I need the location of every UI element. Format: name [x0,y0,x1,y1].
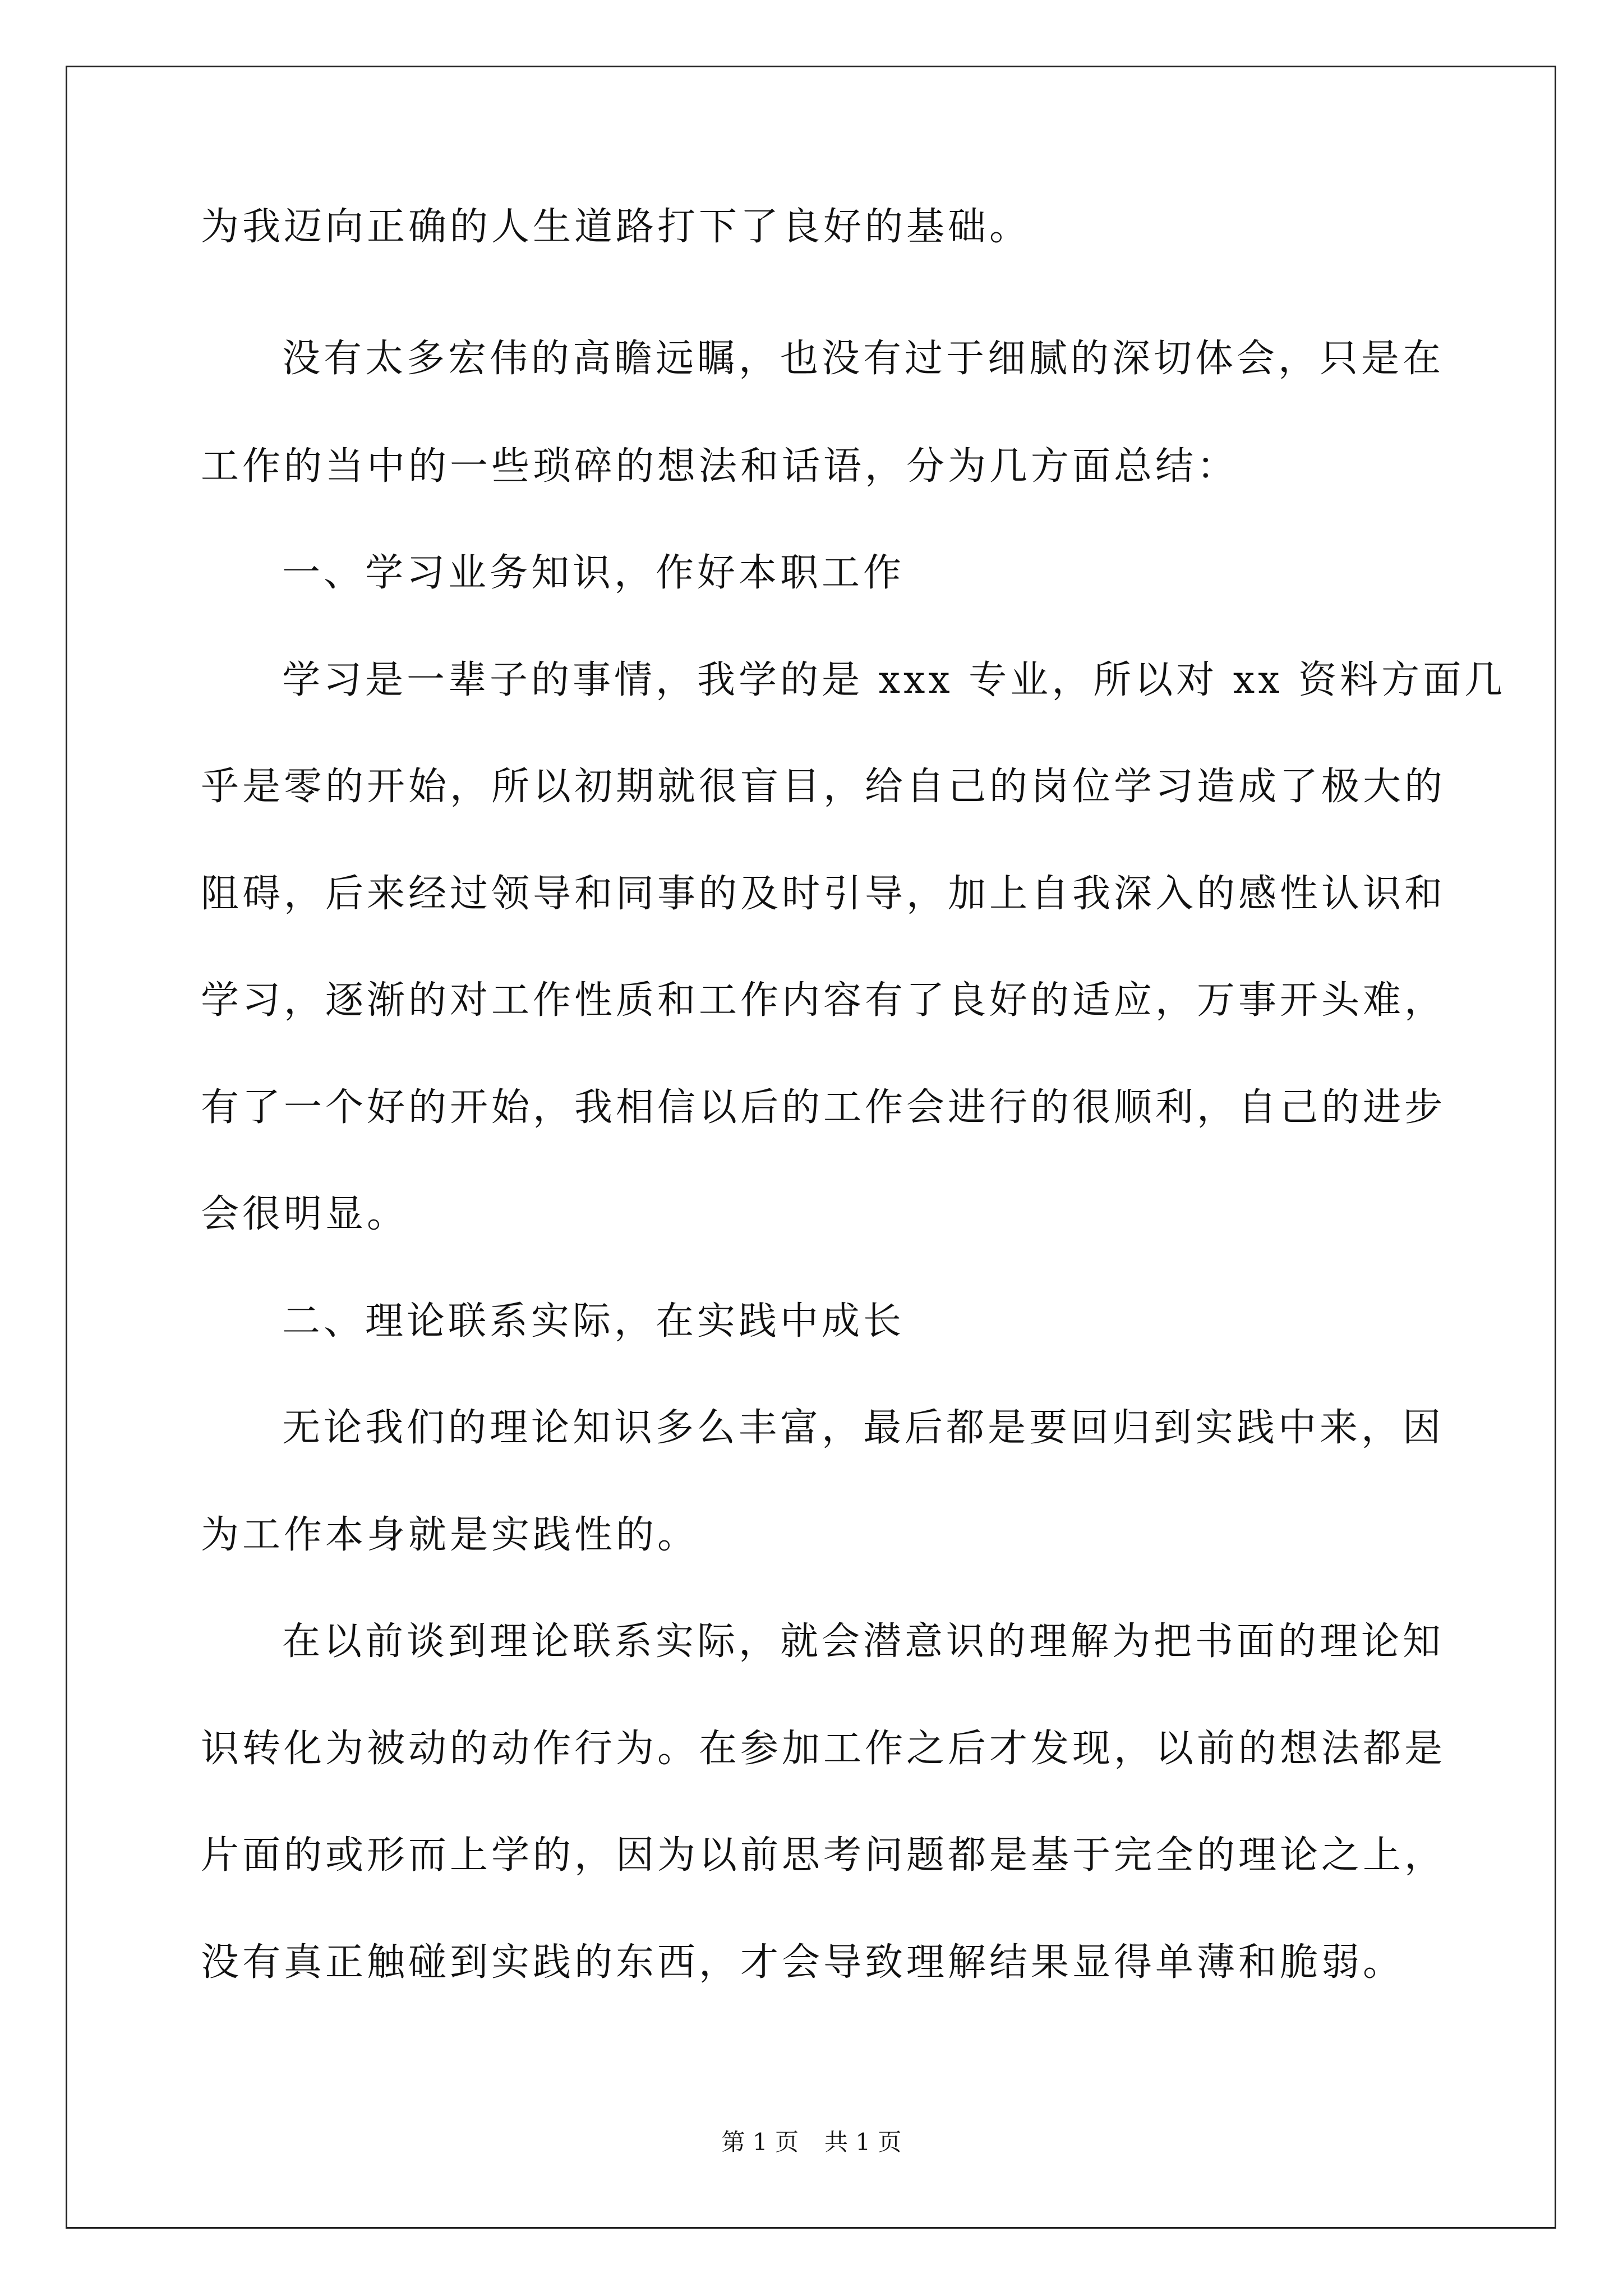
paragraph-line: 在以前谈到理论联系实际，就会潜意识的理解为把书面的理论知 [282,1619,1445,1664]
paragraph-line: 学习是一辈子的事情，我学的是 xxx 专业，所以对 xx 资料方面几 [282,658,1506,702]
page-number: 第 1 页 [721,2128,799,2156]
text-line: 片面的或形而上学的，因为以前思考问题都是基于完全的理论之上， [201,1833,1446,1878]
text-line: 乎是零的开始，所以初期就很盲目，给自己的岗位学习造成了极大的 [201,765,1446,809]
section-heading: 一、学习业务知识，作好本职工作 [282,551,905,595]
text-line: 为工作本身就是实践性的。 [201,1513,699,1557]
paragraph-line: 无论我们的理论知识多么丰富，最后都是要回归到实践中来，因 [282,1406,1445,1450]
text-line: 工作的当中的一些琐碎的想法和话语，分为几方面总结： [201,444,1239,489]
text-line: 有了一个好的开始，我相信以后的工作会进行的很顺利，自己的进步 [201,1085,1446,1130]
text-line: 学习，逐渐的对工作性质和工作内容有了良好的适应，万事开头难， [201,978,1446,1023]
text-line: 没有真正触碰到实践的东西，才会导致理解结果显得单薄和脆弱。 [201,1940,1405,1985]
section-heading: 二、理论联系实际，在实践中成长 [282,1299,905,1343]
page-footer [0,2128,1623,2156]
text-line: 识转化为被动的动作行为。在参加工作之后才发现，以前的想法都是 [201,1727,1446,1771]
paragraph-line: 没有太多宏伟的高瞻远瞩，也没有过于细腻的深切体会，只是在 [282,337,1445,381]
page-border [66,66,1556,2229]
page-total: 共 1 页 [824,2128,902,2156]
text-line: 阻碍，后来经过领导和同事的及时引导，加上自我深入的感性认识和 [201,872,1446,916]
text-line: 会很明显。 [201,1192,409,1236]
text-line: 为我迈向正确的人生道路打下了良好的基础。 [201,205,1031,249]
